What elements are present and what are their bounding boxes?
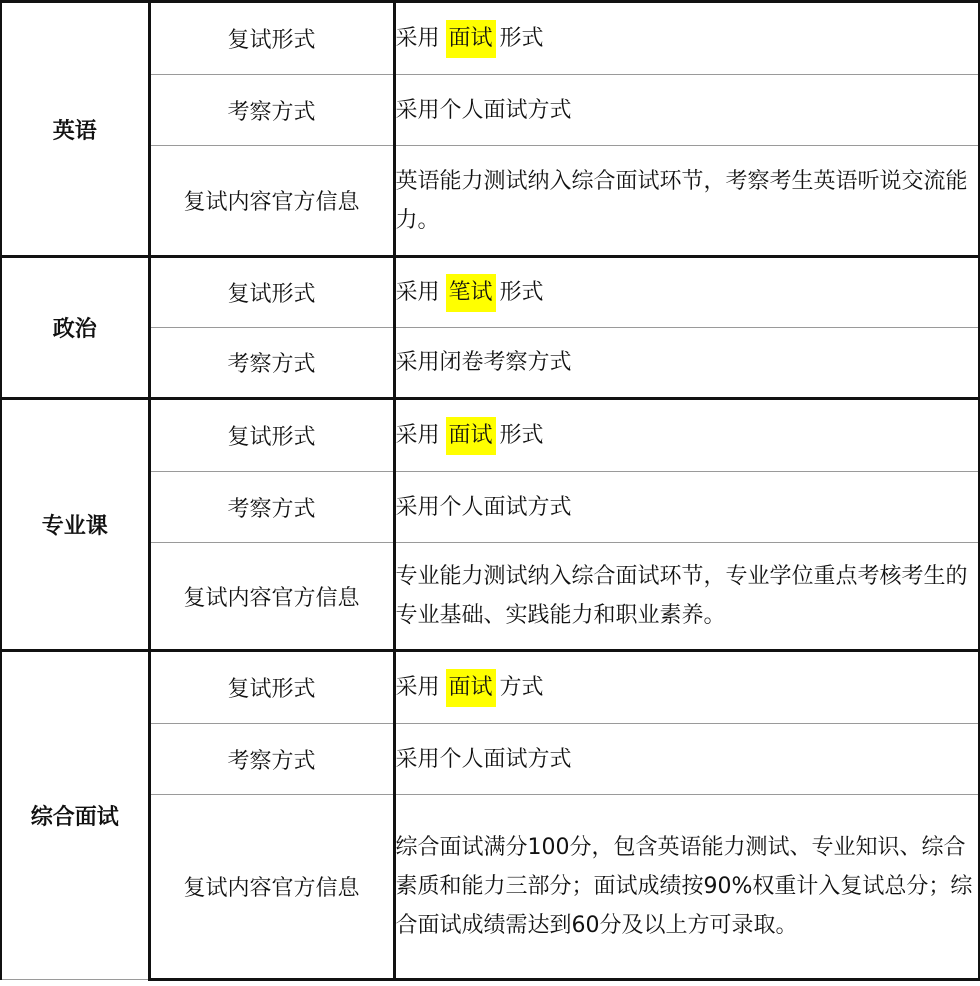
aspect-cell: 复试内容官方信息 [149,543,394,651]
detail-prefix: 采用 [395,280,440,305]
detail-cell: 采用个人面试方式 [394,724,979,795]
subject-cell-major: 专业课 [1,399,149,651]
detail-suffix: 形式 [499,423,544,448]
detail-suffix: 方式 [499,675,544,700]
table-row [1,2,979,75]
detail-cell: 英语能力测试纳入综合面试环节，考察考生英语听说交流能力。 [394,146,979,257]
highlighted-term: 笔试 [446,274,496,312]
table-row [1,257,979,328]
table-row [1,399,979,472]
aspect-cell: 复试形式 [149,651,394,724]
detail-cell [394,257,979,328]
detail-cell: 专业能力测试纳入综合面试环节，专业学位重点考核考生的专业基础、实践能力和职业素养。 [394,543,979,651]
aspect-cell: 复试形式 [149,257,394,328]
detail-cell [394,651,979,724]
detail-prefix: 采用 [395,675,440,700]
subject-cell-politics: 政治 [1,257,149,399]
detail-prefix: 采用 [395,26,440,51]
highlighted-term: 面试 [446,417,496,455]
table-row [1,651,979,724]
detail-cell: 综合面试满分100分，包含英语能力测试、专业知识、综合素质和能力三部分；面试成绩按90%权重计入复试总分；综合面试成绩需达到60分及以上方可录取。 [394,795,979,980]
subject-cell-english: 英语 [1,2,149,257]
detail-suffix: 形式 [499,26,544,51]
detail-cell: 采用个人面试方式 [394,472,979,543]
aspect-cell: 考察方式 [149,75,394,146]
aspect-cell: 考察方式 [149,724,394,795]
aspect-cell: 考察方式 [149,472,394,543]
detail-cell [394,2,979,75]
detail-cell: 采用个人面试方式 [394,75,979,146]
highlighted-term: 面试 [446,669,496,707]
detail-cell: 采用闭卷考察方式 [394,328,979,399]
aspect-cell: 考察方式 [149,328,394,399]
aspect-cell: 复试形式 [149,2,394,75]
detail-cell [394,399,979,472]
aspect-cell: 复试内容官方信息 [149,146,394,257]
subject-cell-interview: 综合面试 [1,651,149,980]
detail-prefix: 采用 [395,423,440,448]
aspect-cell: 复试形式 [149,399,394,472]
detail-suffix: 形式 [499,280,544,305]
aspect-cell: 复试内容官方信息 [149,795,394,980]
highlighted-term: 面试 [446,20,496,58]
